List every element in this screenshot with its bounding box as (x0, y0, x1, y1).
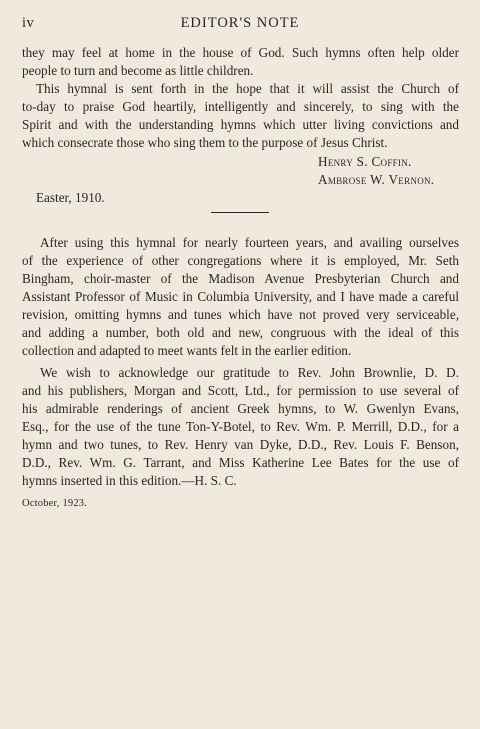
text-line: and his publishers, Morgan and Scott, Ltd., for permission to use several of (22, 383, 459, 398)
text-line: which consecrate those who sing them to the purpose of Jesus Christ. (22, 135, 388, 150)
paragraph-block-1 (22, 44, 459, 152)
text-line: and adding a number, both old and new, congruous with the ideal of this (22, 325, 459, 340)
text-line: hymn and two tunes, to Rev. Henry van Dyke, D.D., Rev. Louis F. Benson, (22, 437, 459, 452)
text-line: of the experience of other congregations where it is employed, Mr. Seth (22, 253, 459, 268)
paragraph-block-2 (22, 234, 459, 360)
text-line: people to turn and become as little children. (22, 63, 254, 78)
text-line: collection and adapted to meet wants felt in the earlier edition. (22, 343, 352, 358)
text-line: his admirable renderings of ancient Greek hymns, to W. Gwenlyn Evans, (22, 401, 459, 416)
text-line: D.D., Rev. Wm. G. Tarrant, and Miss Katherine Lee Bates for the use of (22, 455, 459, 470)
text-line: We wish to acknowledge our gratitude to Rev. John Brownlie, D. D. (40, 365, 459, 380)
signature-coffin: Henry S. Coffin. (318, 154, 412, 169)
text-line: Bingham, choir-master of the Madison Avenue Presbyterian Church and (22, 271, 459, 286)
signature-vernon: Ambrose W. Vernon. (318, 172, 435, 187)
date-easter-1910: Easter, 1910. (36, 190, 105, 205)
date-october-1923: October, 1923. (22, 498, 88, 509)
text-line: Spirit and with the understanding hymns which utter living convictions and (22, 117, 459, 132)
section-divider (211, 212, 269, 213)
text-line: Esq., for the use of the tune Ton-Y-Botel, to Rev. Wm. P. Merrill, D.D., for a (22, 419, 459, 434)
text-line: they may feel at home in the house of God. Such hymns often help older (22, 45, 459, 60)
page-header (22, 15, 458, 35)
paragraph-block-3 (22, 364, 459, 490)
text-line: to-day to praise God heartily, intelligently and sincerely, to sing with the (22, 99, 459, 114)
text-line: After using this hymnal for nearly fourteen years, and availing ourselves (40, 235, 459, 250)
text-line: revision, omitting hymns and tunes which have not proved very serviceable, (22, 307, 459, 322)
page-number: iv (22, 15, 35, 31)
text-line: This hymnal is sent forth in the hope that it will assist the Church of (36, 81, 459, 96)
text-line: Assistant Professor of Music in Columbia University, and I have made a careful (22, 289, 459, 304)
text-line: hymns inserted in this edition.—H. S. C. (22, 473, 237, 488)
running-head: EDITOR'S NOTE (180, 15, 300, 31)
